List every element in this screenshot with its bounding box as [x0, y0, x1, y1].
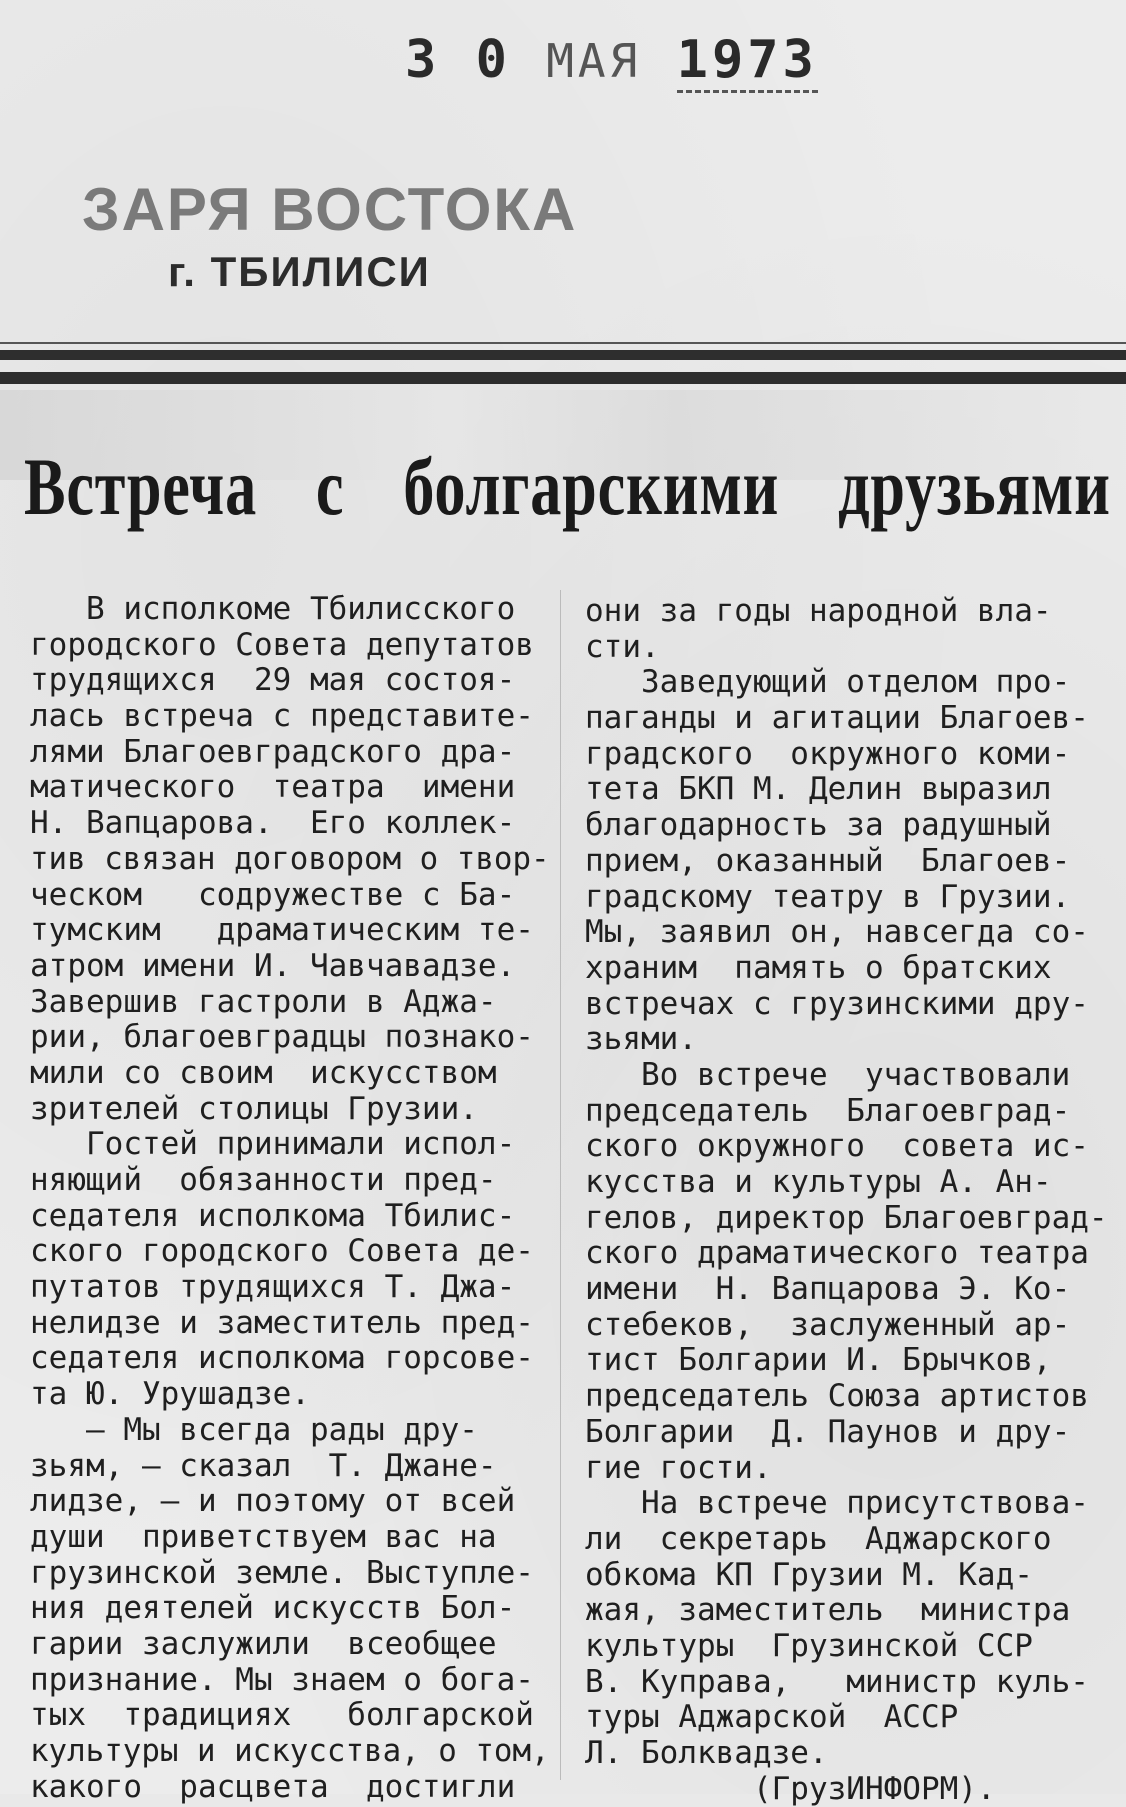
article-line: прием, оказанный Благоев-	[585, 843, 1071, 879]
article-line: кусства и культуры А. Ан-	[585, 1165, 1052, 1200]
article-column-left	[30, 592, 550, 1805]
article-line: туры Аджарской АССР	[585, 1700, 959, 1736]
article-line: та Ю. Урушадзе.	[30, 1377, 310, 1413]
article-line: городского Совета депутатов	[30, 627, 534, 663]
article-line: няющий обязанности пред-	[30, 1163, 497, 1198]
article-line: трудящихся 29 мая состоя-	[30, 663, 516, 699]
article-line: лидзе, — и поэтому от всей	[30, 1484, 516, 1520]
divider-thin	[0, 342, 1126, 344]
date-stamp	[405, 30, 818, 90]
article-line: ского окружного совета ис-	[585, 1129, 1089, 1165]
article-line: Во встрече участвовали	[585, 1057, 1071, 1093]
article-line: лась встреча с представите-	[30, 699, 534, 735]
article-line: гарии заслужили всеобщее	[30, 1626, 497, 1662]
newspaper-name-stamp: ЗАРЯ ВОСТОКА	[82, 176, 578, 243]
article-line: ского городского Совета де-	[30, 1234, 534, 1270]
article-line: тета БКП М. Делин выразил	[585, 772, 1052, 808]
article-line: На встрече присутствова-	[585, 1486, 1089, 1522]
headline-word: с	[315, 441, 345, 532]
article-line: благодарность за радушный	[585, 808, 1052, 844]
article-line: культуры Грузинской ССР	[585, 1628, 1033, 1664]
headline-word: болгарскими	[403, 441, 780, 532]
headline-word: друзьями	[838, 441, 1111, 532]
article-line: ли секретарь Аджарского	[585, 1521, 1052, 1557]
article-line: ческом содружестве с Ба-	[30, 877, 516, 913]
article-line: В. Куправа, министр куль-	[585, 1664, 1089, 1700]
article-line: признание. Мы знаем о бога-	[30, 1662, 534, 1698]
divider-rule-bottom	[0, 372, 1126, 384]
article-line: души приветствуем вас на	[30, 1519, 497, 1555]
article-line: лями Благоевградского дра-	[30, 734, 516, 770]
article-line: обкома КП Грузии М. Кад-	[585, 1557, 1033, 1593]
article-line: градскому театру в Грузии.	[585, 879, 1071, 915]
article-line: зьям, — сказал Т. Джане-	[30, 1448, 497, 1484]
article-line: (ГрузИНФОРМ).	[585, 1771, 996, 1807]
article-line: Мы, заявил он, навсегда со-	[585, 915, 1089, 951]
article-line: Л. Болквадзе.	[585, 1736, 828, 1771]
article-line: седателя исполкома Тбилис-	[30, 1198, 516, 1234]
article-line: гие гости.	[585, 1450, 772, 1486]
article-line: Гостей принимали испол-	[30, 1127, 516, 1163]
article-line: грузинской земле. Выступле-	[30, 1555, 534, 1591]
article-line: путатов трудящихся Т. Джа-	[30, 1270, 516, 1306]
article-line: мили со своим искусством	[30, 1055, 497, 1091]
article-headline	[24, 440, 1111, 534]
stamp-day: 3 0	[405, 30, 511, 90]
article-line: встречах с грузинскими дру-	[585, 986, 1089, 1022]
article-line: они за годы народной вла-	[585, 594, 1052, 629]
article-line: храним память о братских	[585, 950, 1052, 986]
article-column-right	[585, 594, 1115, 1807]
article-line: тист Болгарии И. Брычков,	[585, 1343, 1052, 1379]
article-line: рии, благоевградцы познако-	[30, 1020, 534, 1056]
column-divider	[560, 590, 561, 1780]
stamp-month: МАЯ	[546, 34, 642, 88]
article-line: стебеков, заслуженный ар-	[585, 1307, 1071, 1343]
article-line: тумским драматическим те-	[30, 913, 534, 949]
article-line: гелов, директор Благоевград-	[585, 1200, 1108, 1236]
article-line: градского окружного коми-	[585, 736, 1071, 772]
article-line: Болгарии Д. Паунов и дру-	[585, 1414, 1071, 1450]
article-line: какого расцвета достигли	[30, 1769, 516, 1805]
article-line: Н. Вапцарова. Его коллек-	[30, 806, 516, 842]
article-line: Заведующий отделом про-	[585, 665, 1071, 701]
article-line: — Мы всегда рады дру-	[30, 1412, 478, 1448]
divider-rule-top	[0, 350, 1126, 360]
stamp-year: 1973	[677, 30, 818, 93]
headline-word: Встреча	[24, 441, 257, 532]
article-line: сти.	[585, 629, 660, 665]
article-line: жая, заместитель министра	[585, 1593, 1071, 1629]
article-line: имени Н. Вапцарова Э. Ко-	[585, 1272, 1071, 1308]
article-line: председатель Благоевград-	[585, 1093, 1071, 1129]
article-line: В исполкоме Тбилисского	[30, 592, 516, 627]
article-line: ского драматического театра	[585, 1236, 1089, 1272]
article-line: тых традициях болгарской	[30, 1698, 534, 1734]
article-line: председатель Союза артистов	[585, 1379, 1089, 1415]
article-line: атром имени И. Чавчавадзе.	[30, 948, 516, 984]
article-line: нелидзе и заместитель пред-	[30, 1305, 534, 1341]
article-line: седателя исполкома горсове-	[30, 1341, 534, 1377]
article-line: зрителей столицы Грузии.	[30, 1091, 478, 1127]
article-line: Завершив гастроли в Аджа-	[30, 984, 497, 1020]
article-line: тив связан договором о твор-	[30, 840, 550, 877]
article-line: культуры и искусства, о том,	[30, 1733, 550, 1769]
article-line: зьями.	[585, 1022, 697, 1058]
article-line: ния деятелей искусств Бол-	[30, 1591, 516, 1627]
city-stamp: г. ТБИЛИСИ	[168, 248, 431, 295]
article-line: матического театра имени	[30, 770, 516, 806]
article-line: паганды и агитации Благоев-	[585, 701, 1089, 737]
